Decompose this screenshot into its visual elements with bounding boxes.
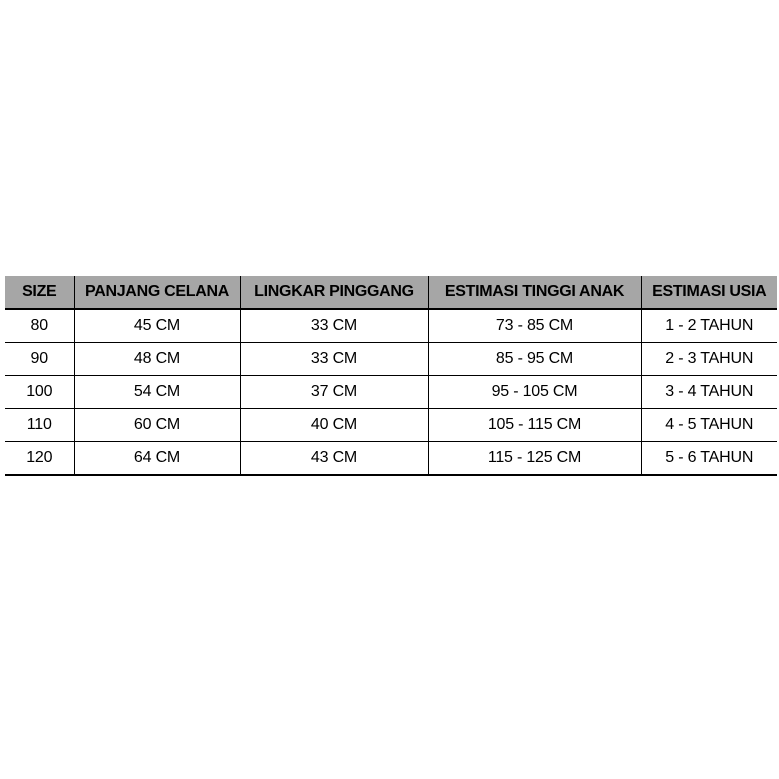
table-body: [5, 309, 777, 475]
cell-estimasi-tinggi-anak: 85 - 95 CM: [428, 343, 641, 376]
cell-estimasi-tinggi-anak: 95 - 105 CM: [428, 376, 641, 409]
header-panjang-celana: PANJANG CELANA: [74, 276, 240, 309]
table-row: [5, 309, 777, 343]
table-row: [5, 376, 777, 409]
cell-estimasi-usia: 1 - 2 TAHUN: [641, 309, 777, 343]
cell-lingkar-pinggang: 33 CM: [240, 343, 428, 376]
cell-size: 90: [5, 343, 74, 376]
cell-size: 120: [5, 442, 74, 476]
cell-estimasi-tinggi-anak: 115 - 125 CM: [428, 442, 641, 476]
header-row: [5, 276, 777, 309]
cell-panjang-celana: 54 CM: [74, 376, 240, 409]
header-estimasi-usia: ESTIMASI USIA: [641, 276, 777, 309]
table-row: [5, 343, 777, 376]
cell-panjang-celana: 48 CM: [74, 343, 240, 376]
header-estimasi-tinggi-anak: ESTIMASI TINGGI ANAK: [428, 276, 641, 309]
table-row: [5, 409, 777, 442]
cell-lingkar-pinggang: 37 CM: [240, 376, 428, 409]
cell-panjang-celana: 60 CM: [74, 409, 240, 442]
cell-estimasi-usia: 4 - 5 TAHUN: [641, 409, 777, 442]
cell-size: 110: [5, 409, 74, 442]
cell-estimasi-usia: 3 - 4 TAHUN: [641, 376, 777, 409]
cell-size: 80: [5, 309, 74, 343]
cell-estimasi-tinggi-anak: 105 - 115 CM: [428, 409, 641, 442]
cell-lingkar-pinggang: 40 CM: [240, 409, 428, 442]
table-row: [5, 442, 777, 476]
cell-estimasi-usia: 5 - 6 TAHUN: [641, 442, 777, 476]
cell-estimasi-usia: 2 - 3 TAHUN: [641, 343, 777, 376]
header-size: SIZE: [5, 276, 74, 309]
header-lingkar-pinggang: LINGKAR PINGGANG: [240, 276, 428, 309]
size-chart-table: [5, 276, 777, 476]
cell-panjang-celana: 45 CM: [74, 309, 240, 343]
cell-lingkar-pinggang: 43 CM: [240, 442, 428, 476]
cell-size: 100: [5, 376, 74, 409]
cell-estimasi-tinggi-anak: 73 - 85 CM: [428, 309, 641, 343]
table-header: [5, 276, 777, 309]
cell-lingkar-pinggang: 33 CM: [240, 309, 428, 343]
cell-panjang-celana: 64 CM: [74, 442, 240, 476]
